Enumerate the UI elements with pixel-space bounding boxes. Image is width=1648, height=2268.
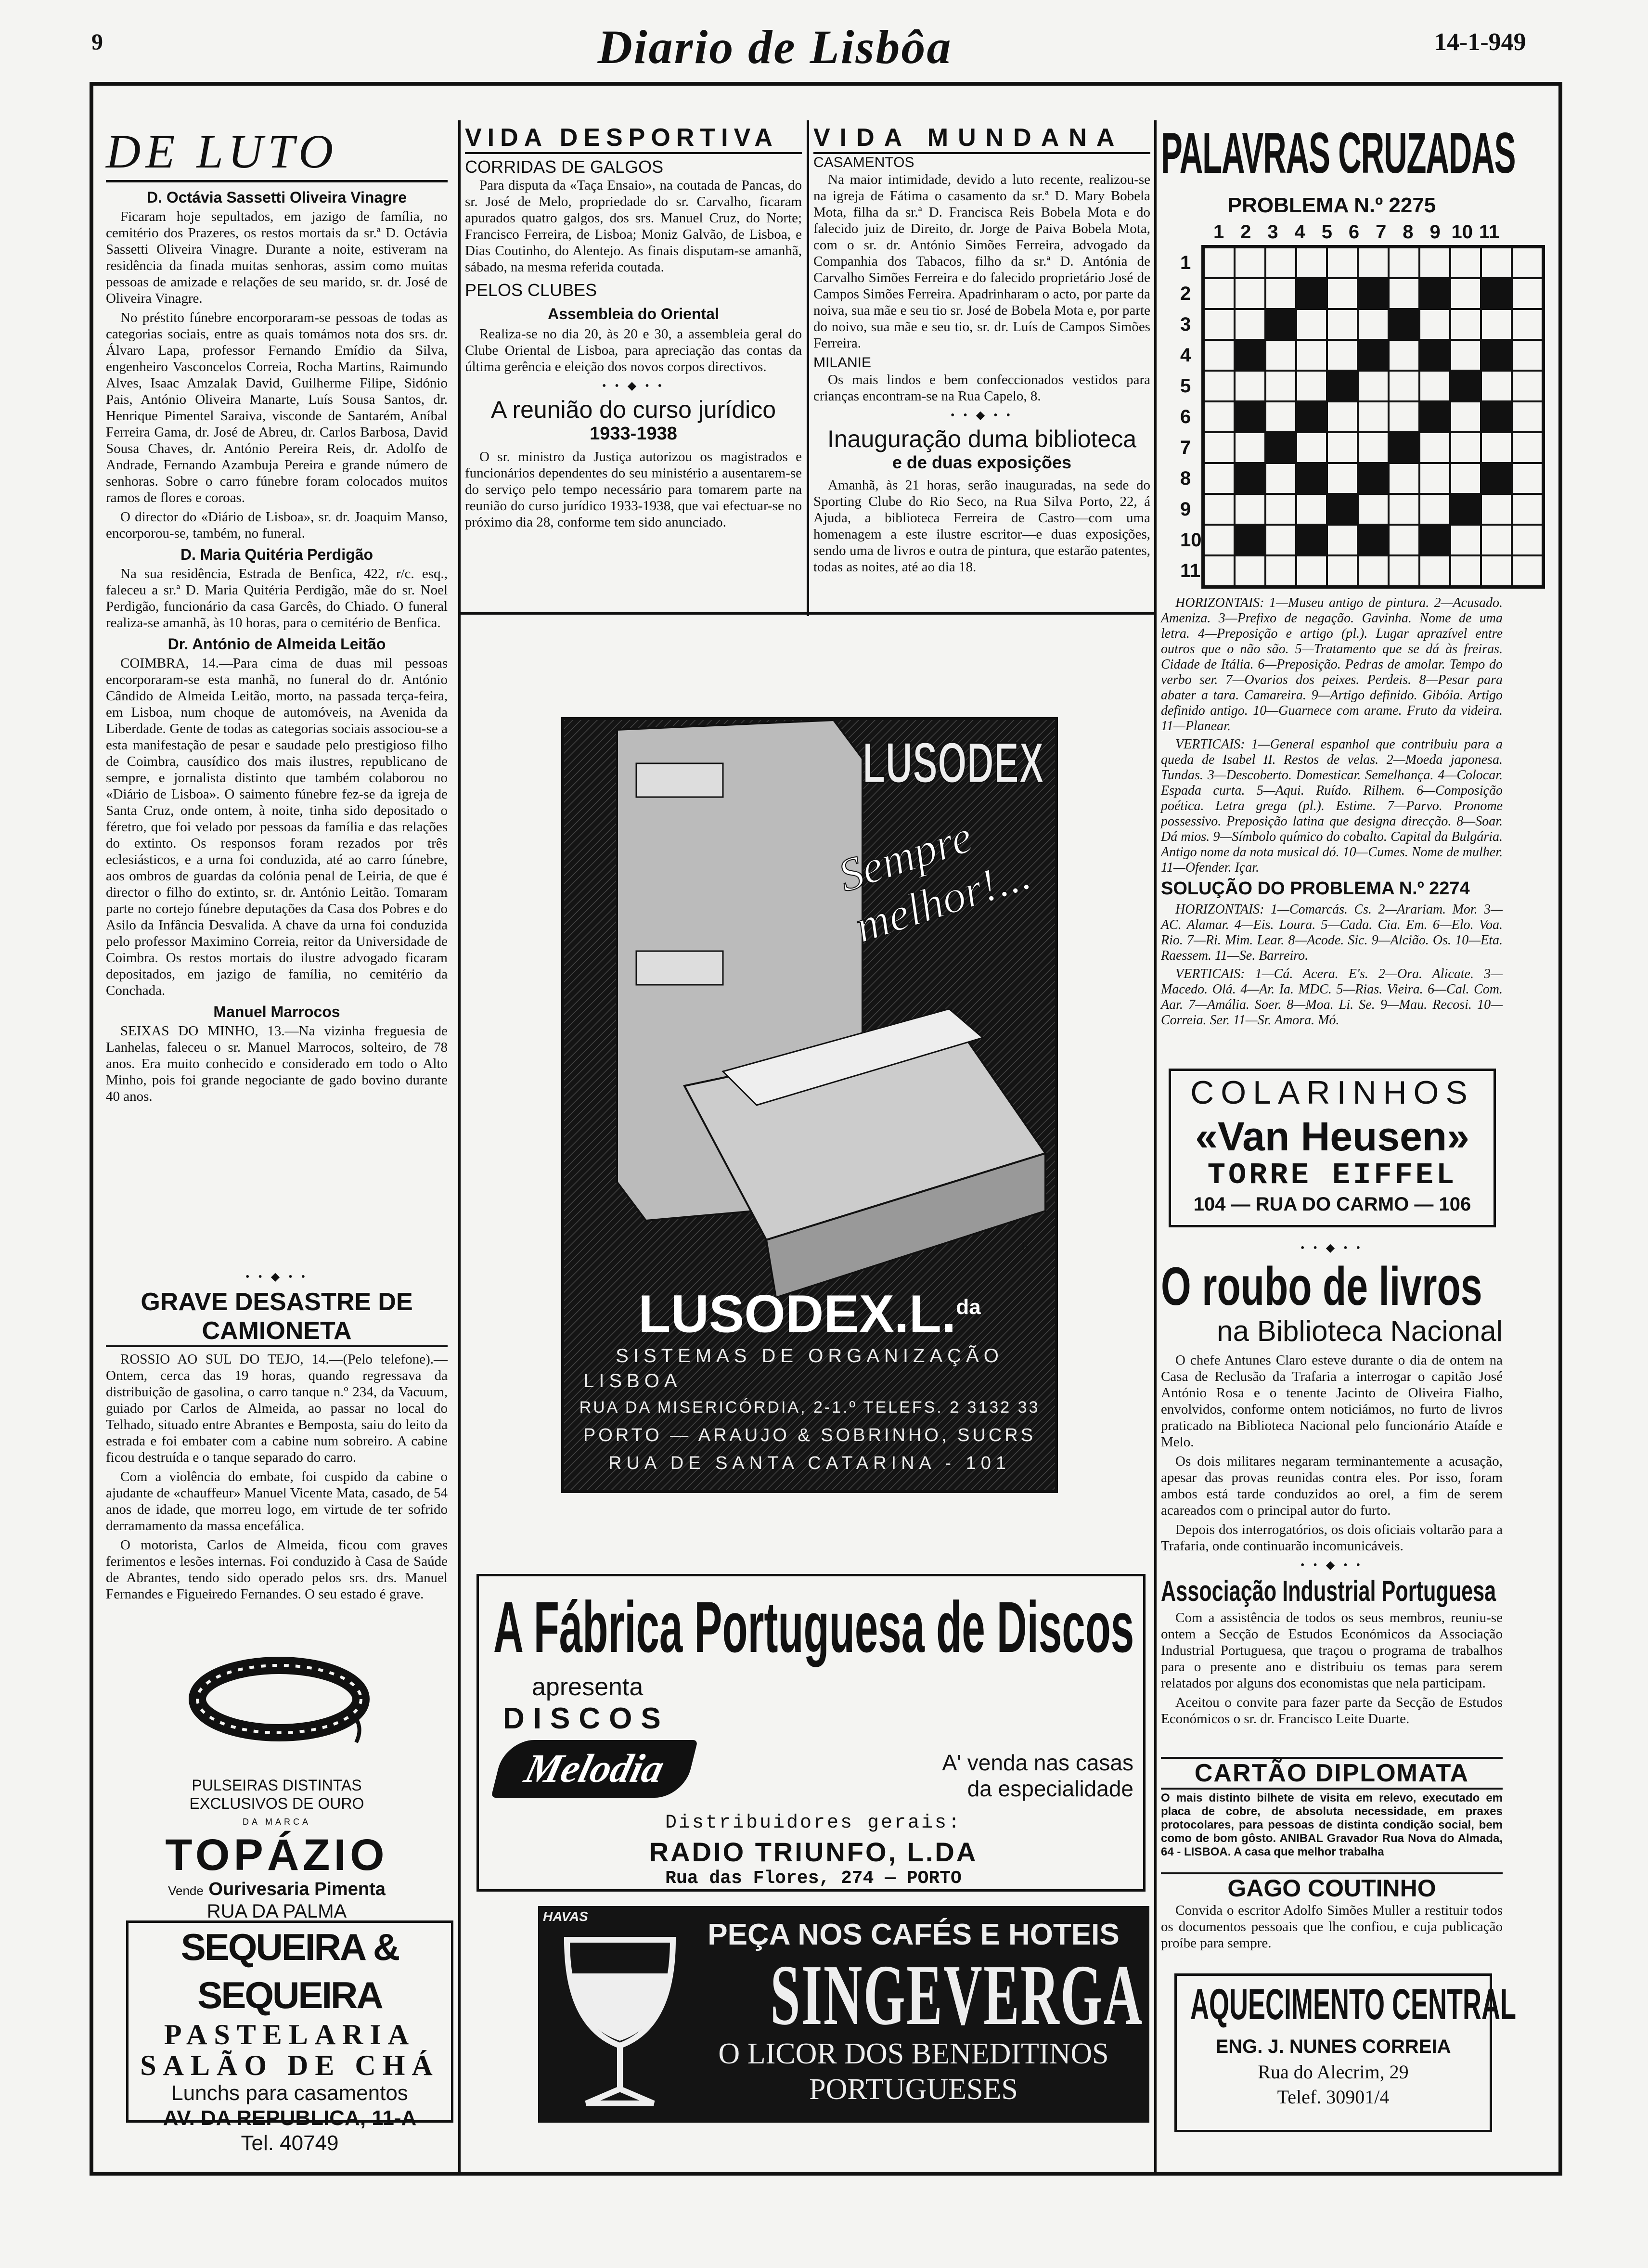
- crossword-cell: [1265, 278, 1296, 309]
- crossword-cell: [1389, 401, 1419, 432]
- col-label: 2: [1240, 221, 1251, 243]
- crossword-cell: [1481, 401, 1512, 432]
- col-label: 10: [1451, 221, 1473, 243]
- crossword-cell: [1204, 432, 1235, 463]
- biblioteca-title: Inauguração duma biblioteca: [827, 425, 1137, 452]
- wine-glass-icon: [557, 1930, 682, 2113]
- crossword-cell: [1265, 247, 1296, 278]
- article-text: Com a assistência de todos os seus membros, reuniu-se ontem a Secção de Estudos Económicos da Associação Industrial Portuguesa, que traçou o programa de trabalhos para o presente ano e distribuiu os temas para serem relatados por alguns dos economistas que nela participam.: [1161, 1610, 1503, 1691]
- discos-title: A Fábrica Portuguesa de Discos: [493, 1586, 1134, 1667]
- crossword-cell: [1419, 309, 1450, 340]
- article-text: ROSSIO AO SUL DO TEJO, 14.—(Pelo telefone).—Ontem, cerca das 19 horas, quando regressava da distribuição de gasolina, o carro tanque n.º 234, da Vacuum, guiado por Carlos de Almeida, ao passar no local do Telhado, situado entre Abrantes e Bemposta, saiu do leito da estrada e foi embater com a cabine num sobreiro. A cabine ficou destruída e o tanque separado do carro.: [106, 1352, 448, 1465]
- crossword-cell: [1512, 309, 1543, 340]
- crossword-cell: [1481, 247, 1512, 278]
- crossword-cell: [1327, 340, 1358, 371]
- discos-ad: [476, 1574, 1146, 1892]
- col-label: 7: [1376, 221, 1387, 243]
- crossword-cell: [1512, 401, 1543, 432]
- solucao-title: SOLUÇÃO DO PROBLEMA N.º 2274: [1161, 878, 1470, 899]
- col-label: 4: [1294, 221, 1305, 243]
- crossword-cell: [1481, 309, 1512, 340]
- crossword-cell: [1512, 247, 1543, 278]
- crossword-cell: [1204, 278, 1235, 309]
- article-text: O motorista, Carlos de Almeida, ficou com graves ferimentos e lesões internas. Foi conduzido à Casa de Saúde de Abrantes, tendo sido operado pelos srs. drs. Manuel Fernandes e Figueiredo Fernandes. O seu estado é grave.: [106, 1537, 448, 1602]
- colarinhos-addr: 104 — RUA DO CARMO — 106: [1193, 1194, 1471, 1215]
- roubo-title: O roubo de livros: [1161, 1256, 1482, 1316]
- col-label: 6: [1348, 221, 1360, 243]
- crossword-cell: [1296, 463, 1327, 494]
- crossword-cell: [1512, 463, 1543, 494]
- issue-date: 14-1-949: [1434, 28, 1526, 56]
- crossword-grid: [1201, 245, 1545, 589]
- topazio-line: PULSEIRAS DISTINTAS: [192, 1777, 362, 1794]
- crossword-cell: [1450, 463, 1481, 494]
- crossword-cell: [1265, 432, 1296, 463]
- luto-heading: DE LUTO: [106, 125, 448, 182]
- obituary-title: Manuel Marrocos: [213, 1003, 340, 1020]
- crossword-cell: [1358, 371, 1389, 401]
- crossword-cell: [1235, 432, 1265, 463]
- article-text: Convida o escritor Adolfo Simões Muller a restituir todos os documentos pessoais que lhe confiou, e cuja publicação proíbe para sempre.: [1161, 1903, 1503, 1951]
- crossword-cell: [1512, 432, 1543, 463]
- crossword-cell: [1450, 247, 1481, 278]
- crossword-cell: [1512, 494, 1543, 525]
- ornament-divider: • • ◆ • •: [245, 1271, 309, 1283]
- crossword-cell: [1235, 494, 1265, 525]
- crossword-cell: [1450, 278, 1481, 309]
- discos-apresenta: apresenta: [532, 1673, 644, 1701]
- topazio-ad: [106, 1632, 448, 1922]
- discos-dist: Distribuidores gerais:: [665, 1812, 962, 1834]
- lusodex-brand-top: LUSODEX: [863, 731, 1044, 795]
- crossword-cell: [1419, 247, 1450, 278]
- crossword-cell: [1419, 278, 1450, 309]
- topazio-shop: Ourivesaria Pimenta: [208, 1879, 386, 1899]
- crossword-cell: [1419, 555, 1450, 586]
- crossword-cell: [1358, 309, 1389, 340]
- crossword-cell: [1389, 247, 1419, 278]
- aquecimento-ad: [1174, 1973, 1517, 2132]
- discos-discos: DISCOS: [503, 1702, 670, 1735]
- aquecimento-line: Telef. 30901/4: [1277, 2086, 1390, 2108]
- solution-vertical: VERTICAIS: 1—Cá. Acera. E's. 2—Ora. Alicate. 3—Macedo. Olá. 4—Ar. Ia. MDC. 5—Rias. Vieira. 6—Cal. Com. Aar. 7—Amália. Soer. 8—Moa. Li. Se. 9—Mau. Recosi. 10—Correia. Ser. 11—Sr. Amora. Mó.: [1161, 966, 1503, 1028]
- crossword-cell: [1204, 494, 1235, 525]
- crossword-cell: [1265, 463, 1296, 494]
- crossword-cell: [1481, 340, 1512, 371]
- crossword-cell: [1389, 278, 1419, 309]
- row-label: 10: [1180, 529, 1202, 551]
- crossword-cell: [1389, 309, 1419, 340]
- lusodex-name: LUSODEX.L.: [638, 1284, 956, 1344]
- aquecimento-line: Rua do Alecrim, 29: [1258, 2061, 1409, 2083]
- desportiva-sub: CORRIDAS DE GALGOS: [465, 157, 664, 177]
- singeverga-ad: [538, 1906, 1149, 2123]
- juridico-years: 1933-1938: [590, 424, 677, 444]
- obituary-text: Ficaram hoje sepultados, em jazigo de família, no cemitério dos Prazeres, os restos mortais da sr.ª D. Octávia Sassetti Oliveira Vinagre. Durante a noite, estiveram na residência da finada muitas senhoras, assim como muitas pessoas de amizade e relações de seu marido, sr. dr. José de Oliveira Vinagre.: [106, 209, 448, 306]
- crossword-cell: [1235, 371, 1265, 401]
- col-label: 9: [1429, 221, 1441, 243]
- lusodex-lda: da: [956, 1295, 981, 1319]
- crossword-cell: [1235, 525, 1265, 555]
- crossword-cell: [1327, 278, 1358, 309]
- clues-horizontal: HORIZONTAIS: 1—Museu antigo de pintura. 2—Acusado. Ameniza. 3—Prefixo de negação. Gavinha. Nome de uma letra. 4—Preposição e artigo (pl.). Lugar aprazível entre outros que o não são. 5—Tratamento que se dá às freiras. Cidade de Itália. 6—Preposição. Pedras de amolar. Tempo do verbo ser. 7—Ovarios dos peixes. Perdeis. 8—Pesar para abater a tara. Camareira. 9—Artigo definido. Gibóia. Artigo definido antigo. 10—Guarnece com arame. Fruto da videira. 11—Planear.: [1161, 595, 1503, 734]
- crossword-cell: [1327, 432, 1358, 463]
- topazio-line: DA MARCA: [242, 1817, 311, 1827]
- crossword-cell: [1204, 401, 1235, 432]
- crossword-cell: [1235, 247, 1265, 278]
- crossword-cell: [1389, 525, 1419, 555]
- crossword-cell: [1358, 401, 1389, 432]
- desportiva-column: [465, 123, 802, 533]
- crossword-cell: [1450, 401, 1481, 432]
- crossword-cell: [1358, 494, 1389, 525]
- crossword-cell: [1450, 494, 1481, 525]
- crossword-cell: [1235, 309, 1265, 340]
- sequeira-title: SEQUEIRA & SEQUEIRA: [180, 1926, 399, 2016]
- crossword-cell: [1235, 340, 1265, 371]
- singeverga-line: PORTUGUESES: [809, 2073, 1018, 2106]
- luto-column: [106, 125, 448, 1108]
- colarinhos-brand: «Van Heusen»: [1195, 1114, 1469, 1159]
- crossword-cell: [1235, 555, 1265, 586]
- discos-venda: A' venda nas casas da especialidade: [942, 1750, 1133, 1801]
- cruzadas-heading: PALAVRAS CRUZADAS: [1161, 121, 1516, 185]
- article-text: O sr. ministro da Justiça autorizou os magistrados e funcionários dependentes do seu ministério a ausentarem-se do serviço pelo tempo necessário para tomarem parte na reunião do curso jurídico 1933-1938, que vai efectuar-se no próximo dia 28, conforme tem sido anunciado.: [465, 449, 802, 530]
- crossword-cell: [1358, 340, 1389, 371]
- crossword-cell: [1389, 432, 1419, 463]
- crossword-cell: [1204, 555, 1235, 586]
- solution-horizontal: HORIZONTAIS: 1—Comarcás. Cs. 2—Arariam. Mor. 3—AC. Alamar. 4—Eis. Loura. 5—Cada. Cia. Em. 6—Elo. Voa. Rio. 7—Ri. Mim. Lear. 8—Acode. Sic. 9—Alcião. Os. 10—Eta. Raessem. 11—Se. Barreiro.: [1161, 902, 1503, 963]
- row-label: 9: [1180, 499, 1191, 520]
- crossword-cell: [1419, 463, 1450, 494]
- crossword-cell: [1481, 463, 1512, 494]
- article-text: Aceitou o convite para fazer parte da Secção de Estudos Económicos o sr. dr. Francisco Leite Duarte.: [1161, 1695, 1503, 1727]
- ornament-divider: • • ◆ • •: [1300, 1242, 1364, 1254]
- ornament-divider: • • ◆ • •: [950, 409, 1014, 422]
- crossword-cell: [1450, 340, 1481, 371]
- crossword-cell: [1296, 432, 1327, 463]
- obituary-text: Na sua residência, Estrada de Benfica, 422, r/c. esq., faleceu a sr.ª D. Maria Quitéria Perdigão, mãe do sr. Noel Perdigão, funcionário da casa Garcês, do Chiado. O funeral realiza-se amanhã, às 10 horas, para o cemitério de Benfica.: [106, 566, 448, 631]
- crossword-cell: [1296, 371, 1327, 401]
- crossword-cell: [1481, 525, 1512, 555]
- row-label: 4: [1180, 345, 1191, 366]
- ornament-divider: • • ◆ • •: [1300, 1559, 1364, 1572]
- article-text: Na maior intimidade, devido a luto recente, realizou-se na igreja de Fátima o casamento da sr.ª D. Mary Bobela Mota, filha da sr.ª D. Francisca Reis Bobela Mota e do falecido juiz de Direito, dr. Jorge de Paiva Bobela Mota, com o sr. dr. António Simões Ferreira, advogado da Companhia dos Tabacos, filho da sr.ª D. Antónia de Carvalho Simões Ferreira e do falecido proprietário José de Campos Simões Ferreira. Apadrinharam o acto, por parte da noiva, sua mãe e seu tio sr. José de Bobela Mota e, por parte do noivo, sua mãe e seu tio, sr. dr. Luís de Campos Simões Ferreira.: [813, 172, 1150, 351]
- crossword-cell: [1512, 278, 1543, 309]
- crossword-cell: [1265, 309, 1296, 340]
- article-text: Com a violência do embate, foi cuspido da cabine o ajudante de «chauffeur» Manuel Vicente Mata, casado, de 54 anos de idade, que morreu logo, em virtude de ter sofrido derramamento da massa encefálica.: [106, 1469, 448, 1533]
- discos-dist-name: RADIO TRIUNFO, L.DA: [649, 1837, 978, 1867]
- singeverga-brand: SINGEVERGA: [770, 1947, 1144, 2043]
- crossword-cell: [1358, 555, 1389, 586]
- lusodex-ad: [561, 717, 1058, 1493]
- ornament-divider: • • ◆ • •: [602, 380, 665, 392]
- topazio-line: EXCLUSIVOS DE OURO: [189, 1795, 364, 1812]
- crossword-cell: [1265, 525, 1296, 555]
- desportiva-sub: Assembleia do Oriental: [548, 305, 719, 322]
- page-number: 9: [91, 29, 103, 55]
- crossword-cell: [1296, 401, 1327, 432]
- section-divider: [460, 612, 1154, 615]
- crossword-cell: [1327, 401, 1358, 432]
- discos-addr: Rua das Flores, 274 — PORTO: [665, 1868, 962, 1889]
- crossword-cell: [1419, 401, 1450, 432]
- crossword-cell: [1296, 247, 1327, 278]
- crossword-cell: [1327, 371, 1358, 401]
- row-label: 2: [1180, 283, 1191, 304]
- column-divider: [458, 120, 461, 2176]
- newspaper-title: Diario de Lisbôa: [597, 20, 953, 74]
- crossword-cell: [1296, 525, 1327, 555]
- crossword-cell: [1327, 494, 1358, 525]
- crossword-cell: [1358, 278, 1389, 309]
- crossword-cell: [1481, 432, 1512, 463]
- crossword-cell: [1512, 555, 1543, 586]
- crossword-cell: [1419, 432, 1450, 463]
- topazio-street: RUA DA PALMA: [206, 1901, 347, 1922]
- col-label: 1: [1213, 221, 1224, 243]
- crossword-cell: [1235, 278, 1265, 309]
- crossword-cell: [1389, 463, 1419, 494]
- article-text: Depois dos interrogatórios, os dois oficiais voltarão para a Trafaria, onde continuarão incomunicáveis.: [1161, 1522, 1503, 1554]
- obituary-title: Dr. António de Almeida Leitão: [167, 635, 386, 653]
- mundana-sub: CASAMENTOS: [813, 155, 914, 170]
- singeverga-line: PEÇA NOS CAFÉS E HOTEIS: [708, 1918, 1120, 1951]
- cartao-title: CARTÃO DIPLOMATA: [1161, 1757, 1503, 1790]
- article-text: Para disputa da «Taça Ensaio», na coutada de Pancas, do sr. José de Melo, propriedade do sr. Carvalho, ficaram apurados quatro galgos, dos srs. Manuel Cruz, do Norte; Francisco Ferreira, de Lisboa; Moniz Galvão, de Lisboa, e Dias Coutinho, do Alentejo. As finais disputam-se amanhã, sábado, na mesma referida coutada.: [465, 178, 802, 275]
- grid-col-labels: [1205, 221, 1503, 243]
- desastre-title: GRAVE DESASTRE DE CAMIONETA: [106, 1288, 448, 1347]
- article-text: Amanhã, às 21 horas, serão inauguradas, na sede do Sporting Clube do Rio Seco, na Rua Silva Porto, 22, á Ajuda, a biblioteca Ferreira de Castro—com uma homenagem a este ilustre escritor—e duas exposições, sendo uma de livros e outra de pintura, que estarão patentes, todas as noites, até ao dia 18.: [813, 477, 1150, 575]
- mundana-heading: VIDA MUNDANA: [813, 123, 1150, 154]
- crossword-cell: [1235, 463, 1265, 494]
- sequeira-line: Lunchs para casamentos: [171, 2081, 408, 2105]
- crossword-cell: [1296, 340, 1327, 371]
- crossword-cell: [1358, 463, 1389, 494]
- row-label: 11: [1180, 560, 1201, 581]
- article-text: Os dois militares negaram terminantemente a acusação, apesar das provas reunidas contra eles. Por isso, foram ambos está tarde conduzidos ao orel, a fim de serem acareados com o principal autor do furto.: [1161, 1454, 1503, 1518]
- crossword-cell: [1204, 247, 1235, 278]
- crossword-cell: [1296, 309, 1327, 340]
- cartao-ad: [1161, 1757, 1503, 1859]
- obituary-text: O director do «Diário de Lisboa», sr. dr. Joaquim Manso, encorporou-se, também, no funeral.: [106, 509, 448, 541]
- crossword-cell: [1450, 371, 1481, 401]
- sequeira-line: Tel. 40749: [241, 2131, 339, 2155]
- desportiva-sub: PELOS CLUBES: [465, 280, 597, 300]
- topazio-brand: TOPÁZIO: [165, 1830, 388, 1880]
- aquecimento-line: ENG. J. NUNES CORREIA: [1215, 2036, 1451, 2057]
- roubo-article: [1161, 1237, 1503, 1730]
- crossword-cell: [1389, 555, 1419, 586]
- crossword-cell: [1296, 555, 1327, 586]
- obituary-text: No préstito fúnebre encorporaram-se pessoas de todas as categorias sociais, entre as quais tomámos nota dos srs. dr. Álvaro Lapa, professor Fernando Emídio da Silva, engenheiro Vasconcelos Correia, Rocha Martins, Raimundo Alves, Isaac Amzalak David, Guilherme Filipe, Sidónio Pais, António Oliveira Manarte, Luís Sousa Santos, dr. Henrique Pimentel Saraiva, visconde de Santarém, Aníbal Ferreira Gama, dr. José de Abreu, dr. Carlos Barbosa, David Sousa Chaves, dr. António Pereira Reis, dr. Adolfo de Andrade, Fernando Azambuja Pereira e grande número de senhoras. Sobre o carro fúnebre foram colocados muitos ramos de flores e coroas.: [106, 310, 448, 505]
- clues-vertical: VERTICAIS: 1—General espanhol que contribuiu para a queda de Isabel II. Restos de velas. 2—Moeda japonesa. Tundas. 3—Descoberto. Domesticar. Semelhança. 4—Colocar. Espada curta. 5—Aqui. Ruído. Rilhem. 6—Composição poética. Letra grega (pl.). Estime. 7—Parvo. Pronome possessivo. Preposição latina que designa direcção. 8—Soar. Dá mios. 9—Símbolo químico do cobalto. Capital da Bulgária. Antigo nome da nota musical dó. 10—Cumes. Nome de mulher. 11—Ofender. Içar.: [1161, 737, 1503, 875]
- crossword-cell: [1265, 340, 1296, 371]
- row-label: 1: [1180, 252, 1191, 273]
- crossword-cell: [1235, 401, 1265, 432]
- biblioteca-sub: e de duas exposições: [892, 452, 1072, 472]
- crossword-cell: [1204, 340, 1235, 371]
- crossword-cell: [1265, 371, 1296, 401]
- problema-title: PROBLEMA N.º 2275: [1227, 193, 1436, 217]
- crossword-cell: [1296, 494, 1327, 525]
- crossword-cell: [1265, 555, 1296, 586]
- topazio-vende: Vende: [168, 1883, 204, 1898]
- grid-row-labels: [1180, 247, 1201, 589]
- crossword-cell: [1327, 555, 1358, 586]
- singeverga-line: O LICOR DOS BENEDITINOS: [718, 2037, 1109, 2070]
- column-divider: [807, 120, 809, 616]
- crossword-cell: [1327, 309, 1358, 340]
- havas-label: HAVAS: [543, 1909, 588, 1924]
- crossword-cell: [1389, 371, 1419, 401]
- aquecimento-title: AQUECIMENTO CENTRAL: [1190, 1981, 1517, 2029]
- crossword-cell: [1204, 525, 1235, 555]
- crossword-cell: [1419, 494, 1450, 525]
- associacao-title: Associação Industrial Portuguesa: [1161, 1575, 1496, 1607]
- lusodex-line: RUA DE SANTA CATARINA - 101: [608, 1453, 1011, 1473]
- gago-article: [1161, 1872, 1503, 1954]
- crossword-cell: [1389, 494, 1419, 525]
- row-label: 3: [1180, 314, 1191, 335]
- lusodex-line: LISBOA: [583, 1370, 682, 1392]
- colarinhos-line: TORRE EIFFEL: [1207, 1158, 1457, 1192]
- crossword-cell: [1204, 309, 1235, 340]
- lusodex-line: PORTO — ARAUJO & SOBRINHO, SUCRS: [583, 1425, 1036, 1445]
- obituary-text: COIMBRA, 14.—Para cima de duas mil pessoas encorporaram-se esta manhã, no funeral do dr. António Cândido de Almeida Leitão, morto, na passada terça-feira, em Lisboa, num choque de automóveis, na Avenida da Liberdade. Gente de todas as categorias sociais associou-se a esta manifestação de pesar e saudade pelo prestigioso filho de Coimbra, causídico dos mais ilustres, republicano de sempre, e jornalista distinto que também colaborou no «Diário de Lisboa». O saimento fúnebre fez-se da igreja de Santa Cruz, onde ontem, à noite, tinha sido depositado o féretro, que foi velado por pessoas da família e das relações do extinto. Os responsos foram rezados por três eclesiásticos, e a urna foi conduzida, até ao carro fúnebre, aos ombros de guardas da colónia penal de Leiria, de que é director o filho do extinto, sr. dr. António Leitão. Tomaram parte no cortejo fúnebre deputações da Casa dos Pobres e do Asilo da Infância Desvalida. A chave da urna foi conduzida pelo professor Maximino Correia, reitor da Universidade de Coimbra. Os restos mortais do ilustre advogado ficaram depositados, em jazigo de família, no cemitério da Conchada.: [106, 656, 448, 998]
- sequeira-line: AV. DA REPUBLICA, 11-A: [163, 2106, 417, 2130]
- crossword-cell: [1481, 494, 1512, 525]
- col-label: 3: [1267, 221, 1278, 243]
- crossword-cell: [1327, 463, 1358, 494]
- lusodex-line: SISTEMAS DE ORGANIZAÇÃO: [616, 1345, 1004, 1366]
- lusodex-mark: R: [1021, 1240, 1030, 1252]
- crossword-cell: [1327, 525, 1358, 555]
- melodia-logo: Melodia: [491, 1740, 698, 1798]
- col-label: 11: [1479, 221, 1500, 243]
- crossword-cell: [1358, 432, 1389, 463]
- col-label: 8: [1403, 221, 1414, 243]
- crossword-cell: [1419, 525, 1450, 555]
- col-label: 5: [1321, 221, 1332, 243]
- sequeira-ad: [126, 1920, 453, 2155]
- crossword-cell: [1481, 555, 1512, 586]
- roubo-sub: na Biblioteca Nacional: [1217, 1315, 1503, 1347]
- gago-title: GAGO COUTINHO: [1161, 1872, 1503, 1902]
- crossword-cell: [1204, 463, 1235, 494]
- crossword-cell: [1481, 371, 1512, 401]
- crossword-cell: [1389, 340, 1419, 371]
- mundana-sub: MILANIE: [813, 355, 872, 371]
- crossword-cell: [1419, 340, 1450, 371]
- lusodex-slogan: Sempre melhor!...: [832, 810, 1037, 953]
- mundana-column: [813, 123, 1150, 578]
- lusodex-line: RUA DA MISERICÓRDIA, 2-1.º TELEFS. 2 3132 33: [579, 1398, 1040, 1417]
- sequeira-line: PASTELARIA: [164, 2019, 416, 2050]
- row-label: 6: [1180, 406, 1191, 427]
- juridico-title: A reunião do curso jurídico: [490, 396, 776, 423]
- crossword-cell: [1450, 309, 1481, 340]
- desportiva-heading: VIDA DESPORTIVA: [465, 123, 802, 154]
- column-divider: [1154, 120, 1157, 2176]
- crossword-cell: [1358, 525, 1389, 555]
- row-label: 8: [1180, 468, 1191, 489]
- crossword-cell: [1419, 371, 1450, 401]
- article-text: Realiza-se no dia 20, às 20 e 30, a assembleia geral do Clube Oriental de Lisboa, para apreciação das contas da última gerência e eleição dos novos corpos directivos.: [465, 326, 802, 374]
- obituary-text: SEIXAS DO MINHO, 13.—Na vizinha freguesia de Lanhelas, faleceu o sr. Manuel Marrocos, solteiro, de 78 anos. Era muito conhecido e considerado em todo o Alto Minho, pois foi grande negociante de gado bovino durante 40 anos.: [106, 1023, 448, 1104]
- crossword-cell: [1450, 525, 1481, 555]
- desastre-article: [106, 1266, 448, 1605]
- row-label: 7: [1180, 437, 1191, 458]
- crossword-cell: [1358, 247, 1389, 278]
- colarinhos-line: COLARINHOS: [1190, 1074, 1474, 1111]
- crossword-cell: [1265, 401, 1296, 432]
- crossword-cell: [1512, 371, 1543, 401]
- crossword-cell: [1327, 247, 1358, 278]
- cruzadas-column: [1161, 121, 1516, 1031]
- crossword-cell: [1481, 278, 1512, 309]
- crossword-cell: [1296, 278, 1327, 309]
- crossword-cell: [1512, 525, 1543, 555]
- colarinhos-ad: [1169, 1069, 1496, 1227]
- crossword-cell: [1450, 555, 1481, 586]
- bracelet-icon: [188, 1641, 371, 1757]
- article-text: Os mais lindos e bem confeccionados vestidos para crianças encontram-se na Rua Capelo, 8.: [813, 372, 1150, 404]
- crossword-cell: [1512, 340, 1543, 371]
- crossword-cell: [1265, 494, 1296, 525]
- obituary-title: D. Maria Quitéria Perdigão: [180, 546, 373, 563]
- obituary-title: D. Octávia Sassetti Oliveira Vinagre: [146, 189, 407, 206]
- cartao-text: O mais distinto bilhete de visita em relevo, executado em placa de cobre, de absoluta necessidade, em praxes protocolares, para pessoas de distinta condição social, bem como de bom gôsto. ANIBAL Gravador Rua Nova do Almada, 64 - LISBOA. A casa que melhor trabalha: [1161, 1791, 1503, 1858]
- crossword-cell: [1450, 432, 1481, 463]
- article-text: O chefe Antunes Claro esteve durante o dia de ontem na Casa de Reclusão da Trafaria a interrogar o capitão José António Rosa e o tenente Jacinto de Oliveira Fialho, envolvidos, conforme ontem noticiámos, no furto de livros praticado na Biblioteca Nacional pelo funcionário Ataíde e Melo.: [1161, 1353, 1503, 1450]
- crossword-cell: [1204, 371, 1235, 401]
- row-label: 5: [1180, 375, 1191, 397]
- sequeira-line: SALÃO DE CHÁ: [140, 2049, 439, 2081]
